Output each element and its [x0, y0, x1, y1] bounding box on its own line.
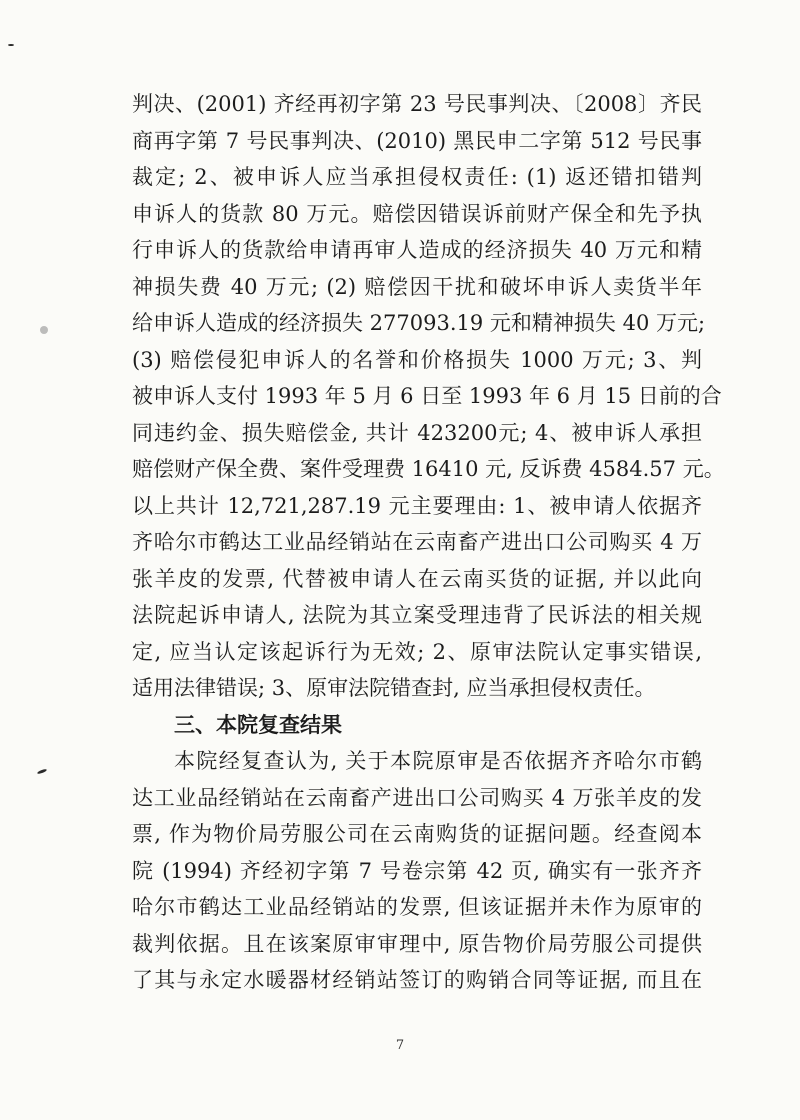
text-line: 张羊皮的发票, 代替被申请人在云南买货的证据, 并以此向: [132, 566, 702, 591]
text-line: 哈尔市鹤达工业品经销站的发票, 但该证据并未作为原审的: [132, 895, 702, 919]
page-number: 7: [395, 1038, 405, 1053]
text-line: 给申诉人造成的经济损失 277093.19 元和精神损失 40 万元;: [132, 311, 706, 335]
text-line: 法院起诉申请人, 法院为其立案受理违背了民诉法的相关规: [132, 603, 702, 627]
text-line: 神损失费 40 万元; (2) 赔偿因干扰和破坏申诉人卖货半年: [132, 274, 702, 299]
text-line: 裁判依据。且在该案原审审理中, 原告物价局劳服公司提供: [132, 931, 702, 956]
scan-speck: [37, 768, 47, 774]
section-heading: 三、本院复查结果: [174, 711, 342, 737]
text-line: 达工业品经销站在云南畜产进出口公司购买 4 万张羊皮的发: [132, 785, 702, 810]
text-line: 票, 作为物价局劳服公司在云南购货的证据问题。经查阅本: [132, 822, 702, 846]
text-line: 了其与永定水暖器材经销站签订的购销合同等证据, 而且在: [132, 968, 702, 992]
text-line: 同违约金、损失赔偿金, 共计 423200元; 4、被申诉人承担: [132, 420, 702, 445]
text-line: 商再字第 7 号民事判决、(2010) 黑民申二字第 512 号民事: [132, 128, 702, 153]
text-line: 齐哈尔市鹤达工业品经销站在云南畜产进出口公司购买 4 万: [132, 530, 702, 554]
text-line: 申诉人的货款 80 万元。赔偿因错误诉前财产保全和先予执: [132, 201, 702, 226]
scan-speck: [40, 326, 48, 334]
text-line: 被申诉人支付 1993 年 5 月 6 日至 1993 年 6 月 15 日前的合: [132, 384, 722, 408]
text-line: (3) 赔偿侵犯申诉人的名誉和价格损失 1000 万元; 3、判: [132, 347, 702, 372]
text-line: 裁定; 2、被申诉人应当承担侵权责任: (1) 返还错扣错判: [132, 165, 702, 189]
text-line: 行申诉人的货款给申请再审人造成的经济损失 40 万元和精: [132, 238, 702, 262]
text-line: 判决、(2001) 齐经再初字第 23 号民事判决、〔2008〕齐民: [132, 92, 702, 116]
text-line: 定, 应当认定该起诉行为无效; 2、原审法院认定事实错误,: [132, 639, 702, 664]
text-line: 适用法律错误; 3、原审法院错查封, 应当承担侵权责任。: [132, 676, 656, 700]
scan-speck: [8, 44, 14, 46]
text-line: 院 (1994) 齐经初字第 7 号卷宗第 42 页, 确实有一张齐齐: [132, 858, 702, 883]
text-line: 以上共计 12,721,287.19 元主要理由: 1、被申请人依据齐: [132, 493, 702, 518]
body-text: [132, 86, 725, 999]
text-line: 赔偿财产保全费、案件受理费 16410 元, 反诉费 4584.57 元。: [132, 457, 725, 481]
text-line: 本院经复查认为, 关于本院原审是否依据齐齐哈尔市鹤: [174, 749, 702, 773]
